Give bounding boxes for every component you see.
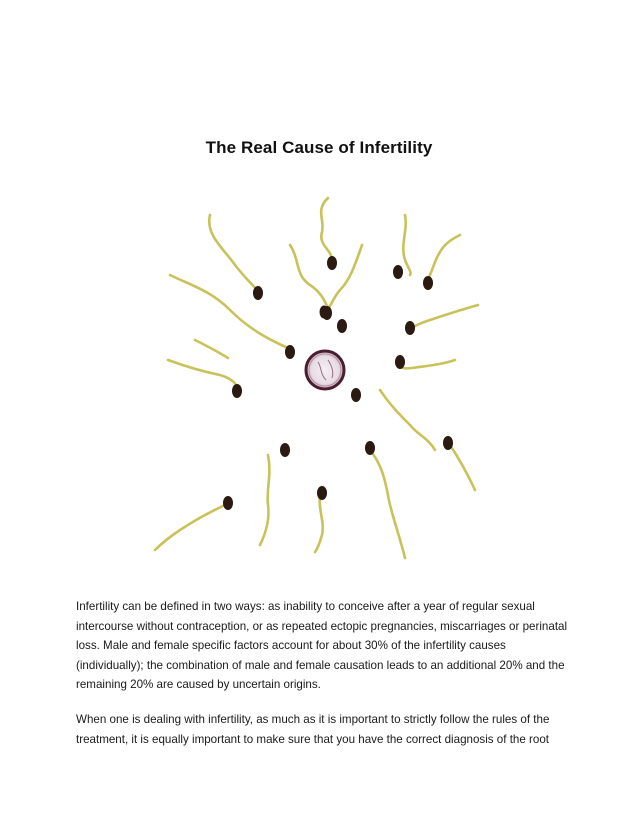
sperm-head [443,436,453,450]
sperm-tail [168,360,238,388]
egg-cell [306,351,344,389]
sperm-head [393,265,403,279]
sperm-head [285,345,295,359]
sperm-head [232,384,242,398]
sperm-head [405,321,415,335]
sperm-head [280,443,290,457]
sperm-head [253,286,263,300]
sperm-tail [400,360,455,368]
sperm-head [337,319,347,333]
sperm-tail [380,390,435,450]
sperm-head [395,355,405,369]
sperm-head [223,496,233,510]
sperm-head [317,486,327,500]
sperm-tail [403,215,410,275]
page-title: The Real Cause of Infertility [205,138,433,157]
sperm-tail [195,340,228,358]
sperm-head [320,306,329,319]
sperm-tail [428,235,460,280]
sperm-tail [155,505,225,550]
sperm-tail [370,450,405,558]
body-paragraph: When one is dealing with infertility, as much as it is important to strictly follow the rules of the treatment, it is equally important to make sure that you have the correct diagnosis of the root [76,713,550,746]
body-paragraph: Infertility can be defined in two ways: as inability to conceive after a year of regular sexual intercourse without contraception, or as repeated ectopic pregnancies, miscarriages or perinatal loss. Male and female specific factors account for about 30% of the infertility causes (individually); the combination of male and female causation leads to an additional 20% and the remaining 20% are caused by uncertain origins. [76,600,568,691]
sperm-egg-illustration [150,190,480,570]
sperm-tail [315,495,323,552]
sperm-tail [321,198,332,260]
sperm-head [423,276,433,290]
sperm-tail [290,245,328,308]
sperm-head [351,388,361,402]
sperm-tail [412,305,478,328]
sperm-tail [260,455,269,545]
sperm-head [365,441,375,455]
sperm-tail [327,245,362,310]
sperm-tail [170,275,288,348]
sperm-tail [209,215,257,290]
sperm-tail [450,445,475,490]
sperm-head [327,256,337,270]
